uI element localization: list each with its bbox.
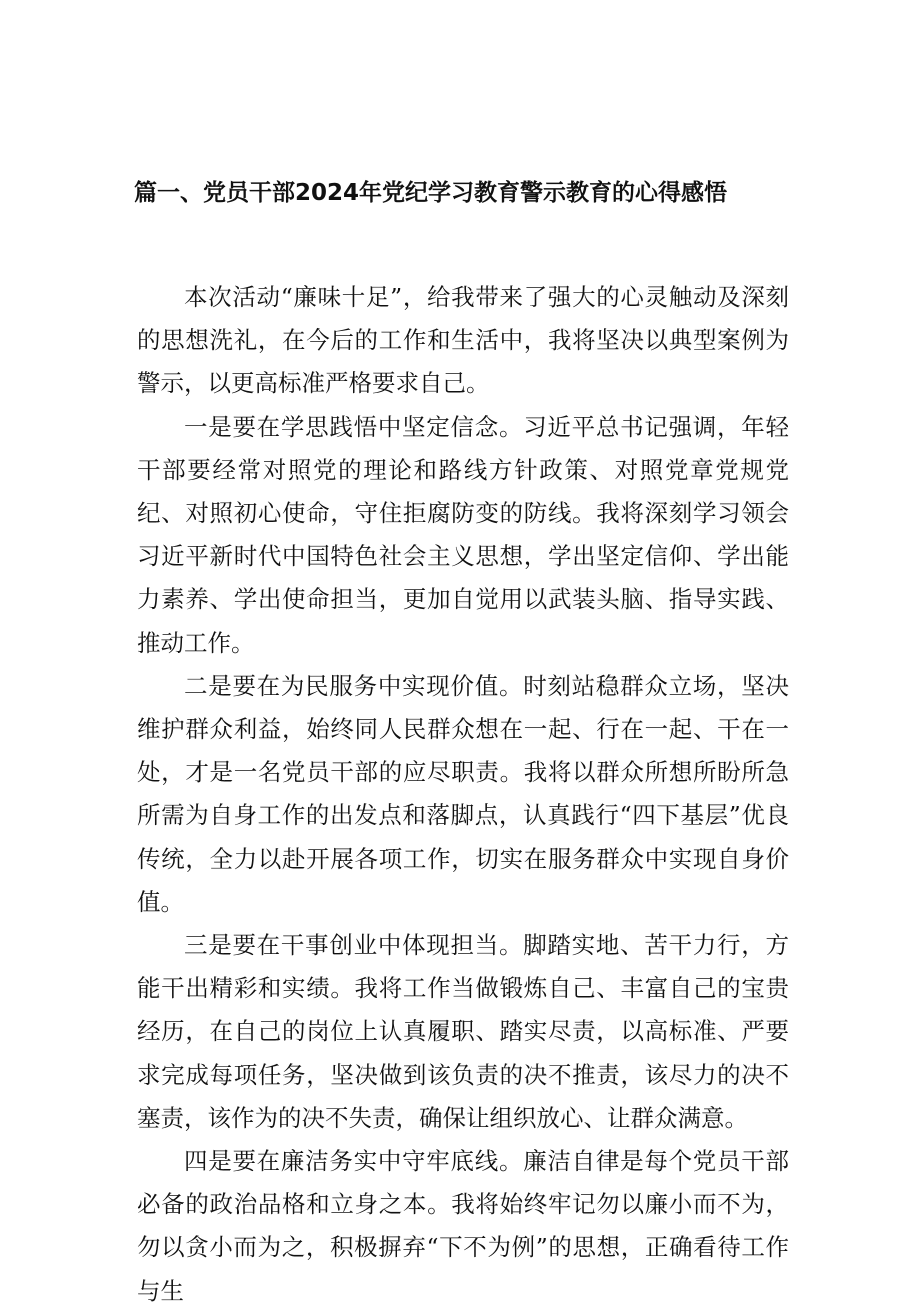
paragraph-intro: 本次活动“廉味十足”，给我带来了强大的心灵触动及深刻的思想洗礼，在今后的工作和生活中，我将坚决以典型案例为警示，以更高标准严格要求自己。: [137, 283, 789, 398]
document-title: 篇一、党员干部2024年党纪学习教育警示教育的心得感悟: [134, 180, 728, 206]
paragraph-point-one: 一是要在学思践悟中坚定信念。习近平总书记强调，年轻干部要经常对照党的理论和路线方针政策、对照党章党规党纪、对照初心使命，守住拒腐防变的防线。我将深刻学习领会习近平新时代中国特色社会主义思想，学出坚定信仰、学出能力素养、学出使命担当，更加自觉用以武装头脑、指导实践、推动工作。: [137, 412, 789, 657]
paragraph-point-two: 二是要在为民服务中实现价值。时刻站稳群众立场，坚决维护群众利益，始终同人民群众想在一起、行在一起、干在一处，才是一名党员干部的应尽职责。我将以群众所想所盼所急所需为自身工作的出发点和落脚点，认真践行“四下基层”优良传统，全力以赴开展各项工作，切实在服务群众中实现自身价值。: [137, 671, 789, 916]
paragraph-point-four: 四是要在廉洁务实中守牢底线。廉洁自律是每个党员干部必备的政治品格和立身之本。我将始终牢记勿以廉小而不为，勿以贪小而为之，积极摒弃“下不为例”的思想，正确看待工作与生: [137, 1147, 789, 1305]
document-body: [137, 276, 789, 1313]
paragraph-point-three: 三是要在干事创业中体现担当。脚踏实地、苦干力行，方能干出精彩和实绩。我将工作当做锻炼自己、丰富自己的宝贵经历，在自己的岗位上认真履职、踏实尽责，以高标准、严要求完成每项任务，坚决做到该负责的决不推责，该尽力的决不塞责，该作为的决不失责，确保让组织放心、让群众满意。: [137, 931, 789, 1132]
